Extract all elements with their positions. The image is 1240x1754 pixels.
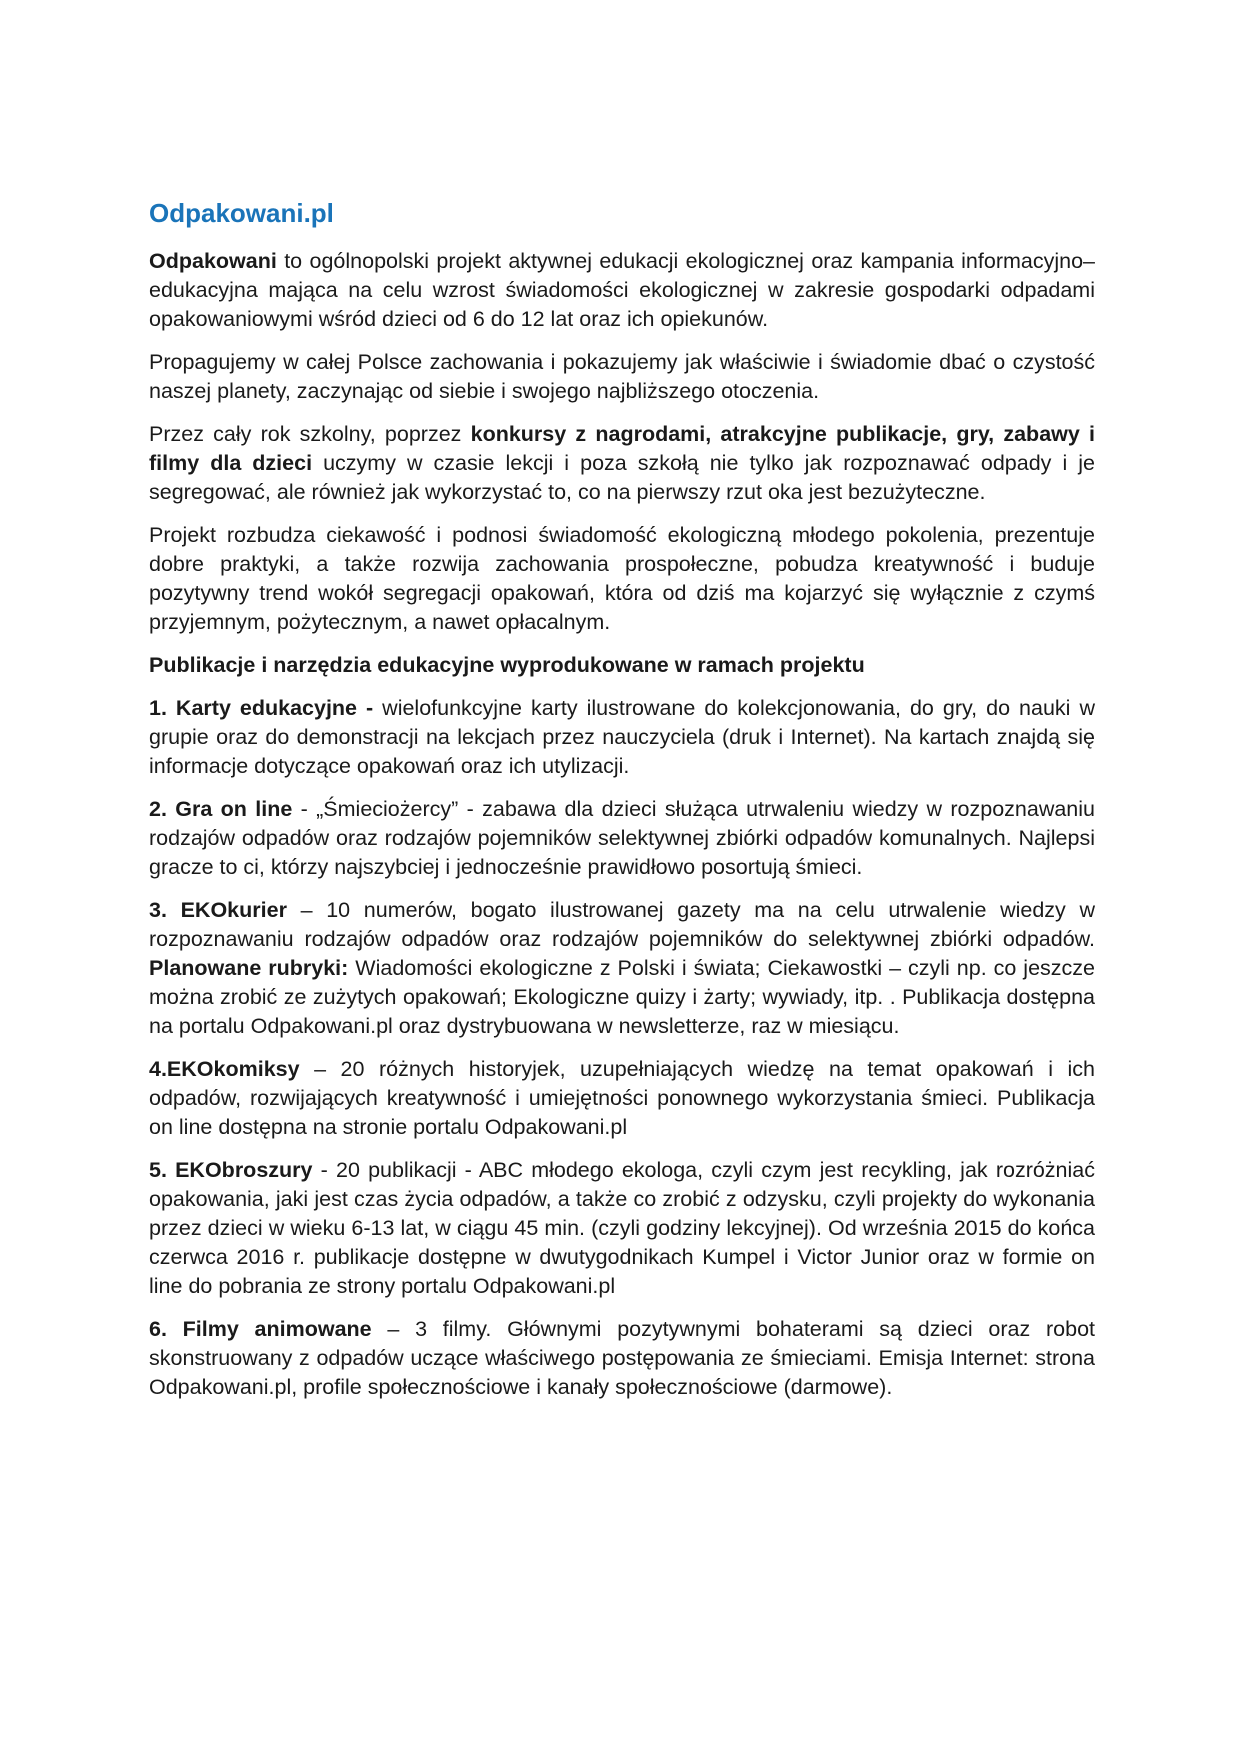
paragraph-3-before: Przez cały rok szkolny, poprzez [149, 422, 471, 446]
paragraph-3 [149, 420, 1095, 507]
intro-paragraph [149, 247, 1095, 334]
item-2-text: - „Śmieciożercy” - zabawa dla dzieci służąca utrwaleniu wiedzy w rozpoznawaniu rodzajów odpadów oraz rodzajów pojemników selektywnej zbiórki odpadów komunalnych. Najlepsi gracze to ci, którzy najszybciej i jednocześnie prawidłowo posortują śmieci. [149, 797, 1095, 879]
paragraph-4: Projekt rozbudza ciekawość i podnosi świadomość ekologiczną młodego pokolenia, prezentuje dobre praktyki, a także rozwija zachowania prospołeczne, pobudza kreatywność i buduje pozytywny trend wokół segregacji opakowań, która od dziś ma kojarzyć się wyłącznie z czymś przyjemnym, pożytecznym, a nawet opłacalnym. [149, 523, 1095, 634]
list-item [149, 1315, 1095, 1402]
section-heading: Publikacje i narzędzia edukacyjne wyprodukowane w ramach projektu [149, 653, 865, 677]
item-5-text: - 20 publikacji - ABC młodego ekologa, czyli czym jest recykling, jak rozróżniać opakowania, jaki jest czas życia odpadów, a także co zrobić z odzysku, czyli projekty do wykonania przez dzieci w wieku 6-13 lat, w ciągu 45 min. (czyli godziny lekcyjnej). Od września 2015 do końca czerwca 2016 r. publikacje dostępne w dwutygodnikach Kumpel i Victor Junior oraz w formie on line do pobrania ze strony portalu Odpakowani.pl [149, 1158, 1096, 1298]
item-3-text: – 10 numerów, bogato ilustrowanej gazety ma na celu utrwalenie wiedzy w rozpoznawaniu rodzajów odpadów oraz rodzajów pojemników do selektywnej zbiórki odpadów. [149, 898, 1095, 951]
item-3-title: 3. EKOkurier [149, 898, 287, 922]
paragraph-3-after: uczymy w czasie lekcji i poza szkołą nie tylko jak rozpoznawać odpady i je segregować, ale również jak wykorzystać to, co na pierwszy rzut oka jest bezużyteczne. [149, 451, 1095, 504]
list-item [149, 1156, 1095, 1301]
list-item [149, 1055, 1095, 1142]
item-5-title: 5. EKObroszury [149, 1158, 313, 1182]
document-title: Odpakowani.pl [149, 198, 334, 228]
item-3-text-2: Wiadomości ekologiczne z Polski i świata; Ciekawostki – czyli np. co jeszcze można zrobić ze zużytych opakowań; Ekologiczne quizy i żarty; wywiady, itp. . Publikacja dostępna na portalu Odpakowani.pl oraz dystrybuowana w newsletterze, raz w miesiącu. [149, 956, 1095, 1038]
paragraph-2: Propagujemy w całej Polsce zachowania i pokazujemy jak właściwie i świadomie dbać o czystość naszej planety, zaczynając od siebie i swojego najbliższego otoczenia. [149, 350, 1095, 403]
item-1-text: wielofunkcyjne karty ilustrowane do kolekcjonowania, do gry, do nauki w grupie oraz do demonstracji na lekcjach przez nauczyciela (druk i Internet). Na kartach znajdą się informacje dotyczące opakowań oraz ich utylizacji. [149, 696, 1095, 778]
item-4-text: – 20 różnych historyjek, uzupełniających wiedzę na temat opakowań i ich odpadów, rozwijających kreatywność i umiejętności ponownego wykorzystania śmieci. Publikacja on line dostępna na stronie portalu Odpakowani.pl [149, 1057, 1095, 1139]
document-page [149, 196, 1095, 1416]
list-item [149, 694, 1095, 781]
item-1-title: 1. Karty edukacyjne - [149, 696, 374, 720]
item-3-subtitle: Planowane rubryki: [149, 956, 349, 980]
item-6-title: 6. Filmy animowane [149, 1317, 372, 1341]
intro-bold: Odpakowani [149, 249, 277, 273]
intro-text: to ogólnopolski projekt aktywnej edukacji ekologicznej oraz kampania informacyjno–edukacyjna mająca na celu wzrost świadomości ekologicznej w zakresie gospodarki odpadami opakowaniowymi wśród dzieci od 6 do 12 lat oraz ich opiekunów. [149, 249, 1095, 331]
item-2-title: 2. Gra on line [149, 797, 293, 821]
paragraph-3-bold: konkursy z nagrodami, atrakcyjne publikacje, gry, zabawy i filmy dla dzieci [149, 422, 1095, 475]
item-4-title: 4.EKOkomiksy [149, 1057, 300, 1081]
list-item [149, 795, 1095, 882]
list-item [149, 896, 1095, 1041]
item-6-text: – 3 filmy. Głównymi pozytywnymi bohaterami są dzieci oraz robot skonstruowany z odpadów uczące właściwego postępowania ze śmieciami. Emisja Internet: strona Odpakowani.pl, profile społecznościowe i kanały społecznościowe (darmowe). [149, 1317, 1096, 1399]
